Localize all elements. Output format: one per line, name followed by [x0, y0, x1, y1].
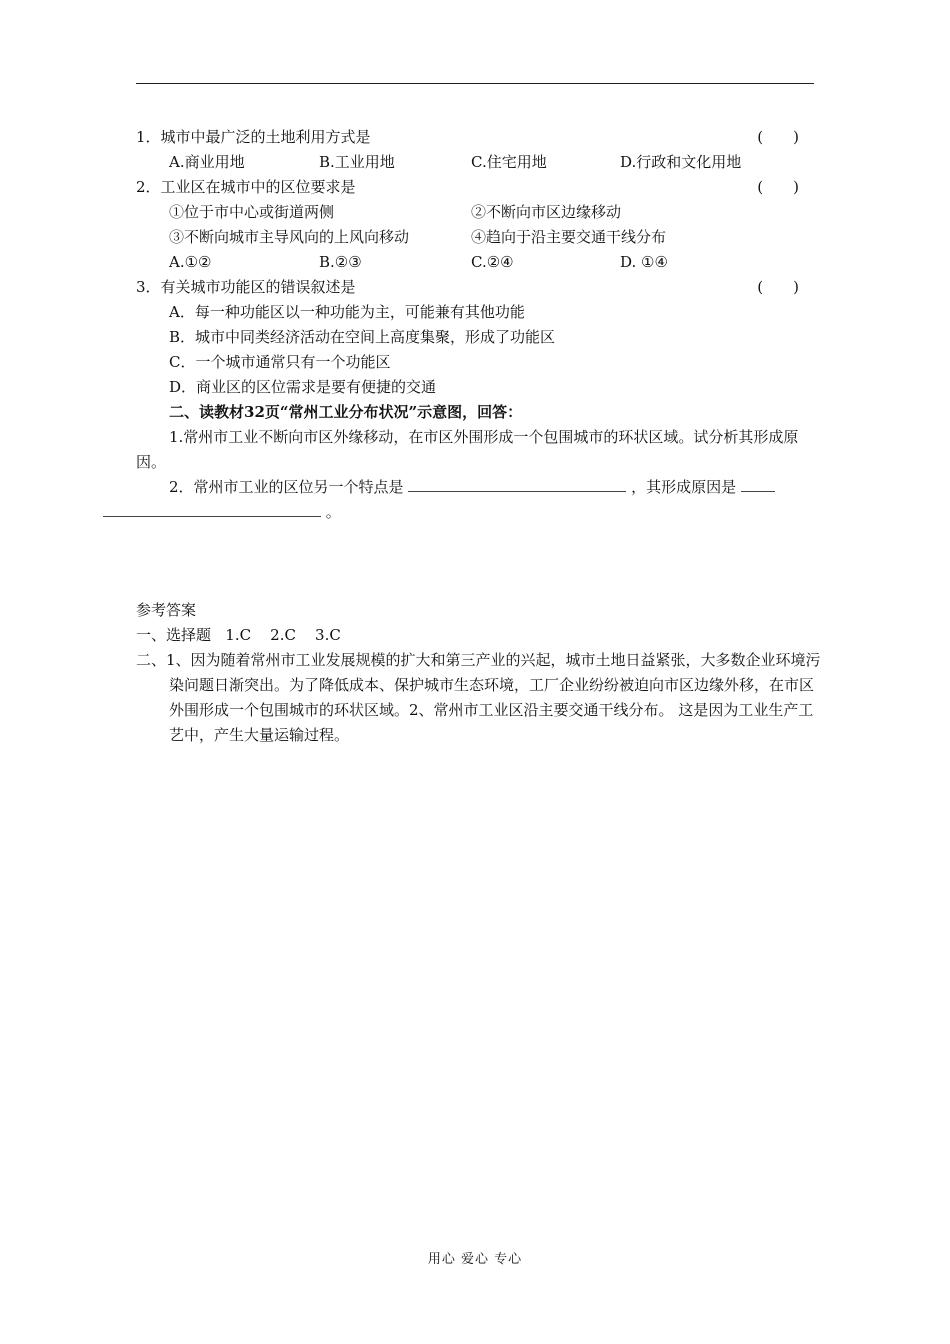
item-1: ①位于市中心或街道两侧 [169, 203, 335, 221]
answers-choice: 一、选择题 1.C 2.C 3.C [136, 626, 341, 644]
question-2-items-row2 [136, 225, 814, 250]
question-2 [136, 175, 814, 200]
question-2-stem: 2．工业区在城市中的区位要求是 [136, 178, 356, 196]
section-2-heading: 二、读教材32页“常州工业分布状况”示意图，回答： [169, 403, 523, 421]
option-d: D．商业区的区位需求是要有便捷的交通 [169, 378, 437, 396]
question-3-answer-bracket: ( ) [757, 278, 799, 296]
option-b: B．城市中同类经济活动在空间上高度集聚，形成了功能区 [169, 328, 556, 346]
exercise-content [136, 125, 814, 525]
question-3 [136, 275, 814, 300]
answer-blank-2-continued[interactable] [103, 500, 321, 517]
section-2-question-2-text: 2．常州市工业的区位另一个特点是 [169, 478, 404, 496]
question-3-stem: 3．有关城市功能区的错误叙述是 [136, 278, 356, 296]
option-d: D.行政和文化用地 [620, 153, 742, 171]
option-c: C.住宅用地 [471, 153, 547, 171]
item-4: ④趋向于沿主要交通干线分布 [471, 228, 667, 246]
header-rule [136, 83, 814, 84]
option-a: A．每一种功能区以一种功能为主，可能兼有其他功能 [169, 303, 525, 321]
question-1-stem: 1．城市中最广泛的土地利用方式是 [136, 128, 371, 146]
option-b: B.②③ [319, 253, 362, 271]
page-footer: 用心 爱心 专心 [427, 1252, 523, 1267]
option-d: D. ①④ [620, 253, 668, 271]
question-2-options [136, 250, 814, 275]
answers-part-2: 二、1、因为随着常州市工业发展规模的扩大和第三产业的兴起，城市土地日益紧张，大多数企业环境污染问题日渐突出。为了降低成本、保护城市生态环境，工厂企业纷纷被迫向市区边缘外移，在市区外围形成一个包围城市的环状区域。2、常州市工业区沿主要交通干线分布。 这是因为工业生产工艺中，产生大量运输过程。 [136, 651, 821, 744]
answer-blank-1[interactable] [408, 475, 626, 492]
item-3: ③不断向城市主导风向的上风向移动 [169, 228, 410, 246]
question-1-options [136, 150, 814, 175]
answer-blank-2[interactable] [741, 475, 775, 492]
option-b: B.工业用地 [319, 153, 395, 171]
section-2-question-2-text-2: ，其形成原因是 [631, 478, 737, 496]
option-c: C.②④ [471, 253, 514, 271]
reference-answers [136, 598, 826, 748]
section-2-question-1: 1.常州市工业不断向市区外缘移动，在市区外围形成一个包围城市的环状区域。试分析其形成原因。 [136, 428, 799, 471]
question-1 [136, 125, 814, 150]
option-a: A.商业用地 [169, 153, 245, 171]
question-2-items-row1 [136, 200, 814, 225]
option-a: A.①② [169, 253, 212, 271]
answers-title: 参考答案 [136, 601, 197, 619]
item-2: ②不断向市区边缘移动 [471, 203, 622, 221]
section-2-question-2-end: 。 [325, 503, 341, 521]
option-c: C．一个城市通常只有一个功能区 [169, 353, 391, 371]
question-2-answer-bracket: ( ) [757, 178, 799, 196]
question-1-answer-bracket: ( ) [757, 128, 799, 146]
section-2-question-2 [136, 475, 814, 525]
